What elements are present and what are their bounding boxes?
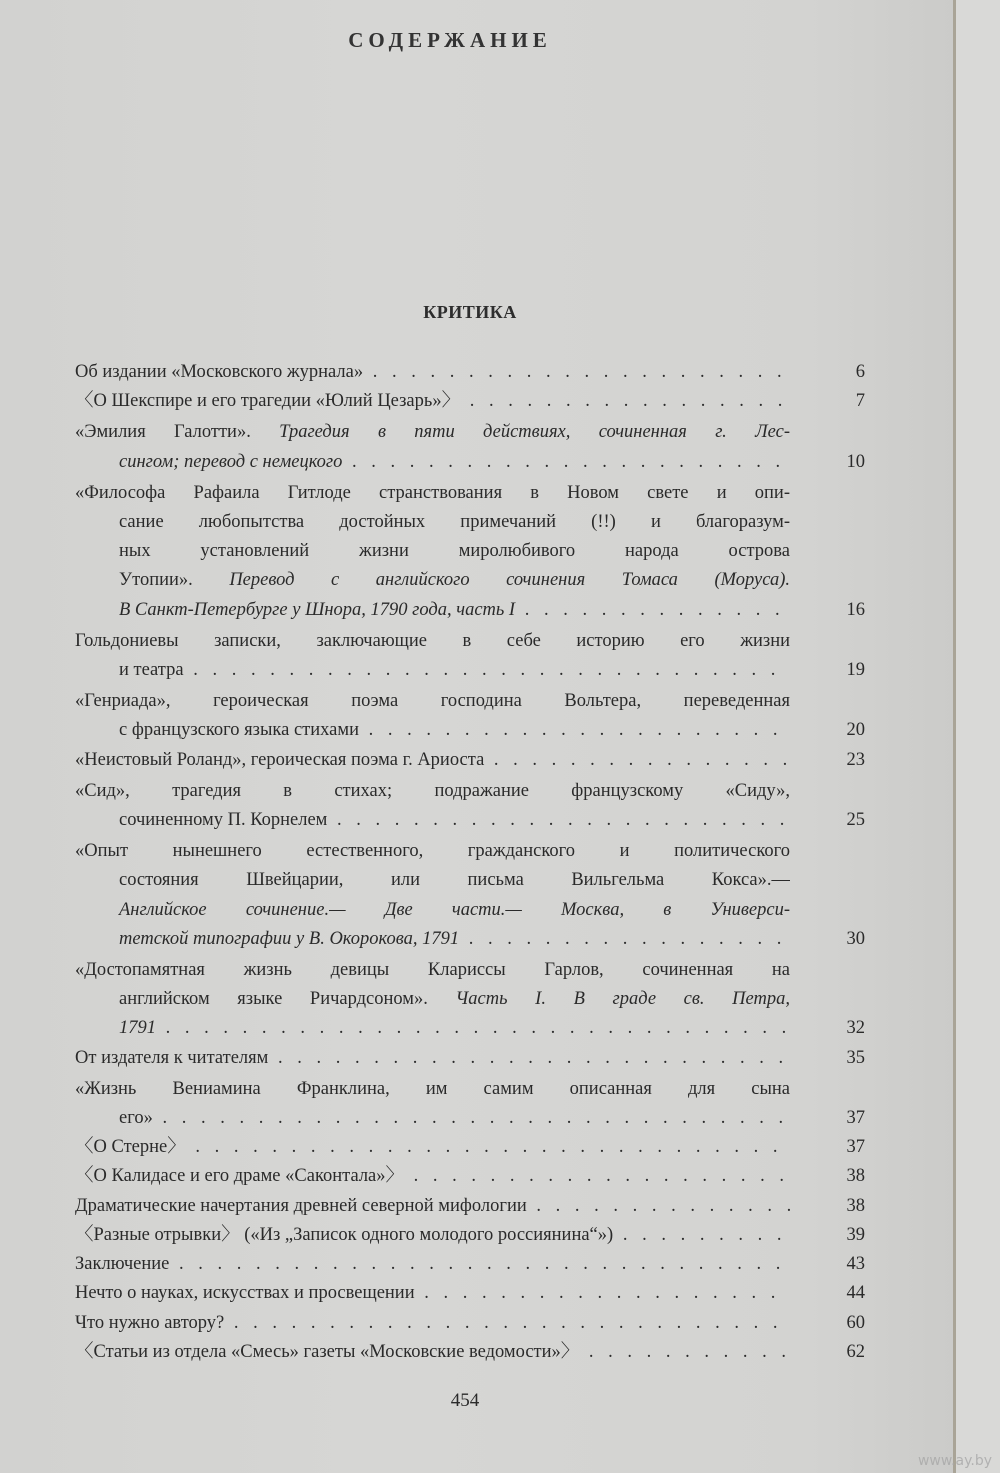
entry-text: английском языке Ричардсоном». (119, 989, 456, 1010)
toc-entry-line (75, 806, 790, 835)
toc-entry-line (75, 448, 790, 477)
toc-entry-line (75, 925, 790, 954)
entry-text: Гольдониевы записки, заключающие в себе историю его жизни (75, 630, 790, 651)
entry-page-number: 6 (855, 362, 865, 382)
toc-entry (75, 1133, 865, 1162)
toc-entry (75, 627, 865, 685)
toc-entry (75, 777, 865, 835)
entry-page-number: 20 (846, 720, 865, 741)
toc-entry-line (75, 896, 790, 925)
toc-entry (75, 1250, 865, 1279)
toc-entry (75, 687, 865, 745)
toc-entry-line (75, 566, 790, 595)
entry-page-number: 44 (846, 1283, 865, 1304)
toc-entry (75, 387, 865, 416)
entry-page-number: 30 (846, 928, 865, 949)
toc-entry-line (75, 479, 790, 508)
entry-page-number: 38 (846, 1166, 865, 1187)
entry-text: «Жизнь Вениамина Франклина, им самим описанная для сына (75, 1078, 790, 1099)
toc-entry-line (75, 1250, 790, 1279)
entry-text-italic: Часть I. В граде св. Петра, (455, 989, 790, 1010)
toc-entry (75, 1192, 865, 1221)
entry-page-number: 25 (846, 810, 865, 831)
entry-text: «Достопамятная жизнь девицы Клариссы Гарлов, сочиненная на (75, 960, 790, 981)
entry-text: с французского языка стихами (119, 720, 359, 741)
entry-page-number: 19 (846, 660, 865, 681)
watermark: www.ay.by (917, 1453, 992, 1469)
toc-entry-line (75, 537, 790, 566)
toc-entry (75, 479, 865, 625)
toc-entry (75, 1075, 865, 1133)
toc-entry (75, 837, 865, 954)
entry-page-number: 43 (846, 1254, 865, 1275)
toc-entry (75, 358, 865, 387)
entry-text: 〈О Шекспире и его трагедии «Юлий Цезарь»〉 (75, 391, 461, 412)
entry-text: От издателя к читателям (75, 1047, 269, 1068)
toc-entry-line (75, 1221, 790, 1250)
entry-text-italic: сингом; перевод с немецкого (119, 451, 343, 472)
section-heading: КРИТИКА (423, 302, 517, 322)
entry-text-italic: Английское сочинение.— Две части.— Москва, в Универси- (119, 899, 790, 920)
toc-entry (75, 1338, 865, 1367)
toc-entry-line (75, 837, 790, 866)
toc-entry-line (75, 1044, 790, 1073)
toc-entry-line (75, 687, 790, 716)
toc-entry-line (75, 1309, 790, 1338)
entry-page-number: 16 (846, 599, 865, 620)
entry-text: «Опыт нынешнего естественного, гражданского и политического (75, 841, 790, 862)
entry-text-italic: 1791 (119, 1018, 156, 1039)
toc-entry-line (75, 1104, 790, 1133)
toc-entry-line (75, 1279, 790, 1308)
entry-text: 〈О Стерне〉 (75, 1137, 186, 1158)
toc-entry (75, 746, 865, 775)
entry-text: сание любопытства достойных примечаний (!!) и благоразум- (119, 512, 790, 533)
toc-entry-line (75, 656, 790, 685)
entry-page-number: 39 (846, 1224, 865, 1245)
toc-entry-line (75, 1192, 790, 1221)
next-page-margin (956, 0, 1000, 1473)
toc-entry-line (75, 418, 790, 447)
toc-entry-line (75, 866, 790, 895)
toc-entry-line (75, 387, 790, 416)
entry-text: Что нужно автору? (75, 1312, 225, 1333)
entry-text: состояния Швейцарии, или письма Вильгельма Кокса».— (119, 870, 790, 891)
toc-entry-line (75, 1133, 790, 1162)
toc-entry-line (75, 1014, 790, 1043)
entry-text: ных установлений жизни миролюбивого народа острова (119, 541, 790, 562)
entry-text: Драматические начертания древней северной мифологии (75, 1195, 527, 1216)
entry-page-number: 62 (846, 1341, 865, 1362)
entry-text: «Генриада», героическая поэма господина Вольтера, переведенная (75, 691, 790, 712)
toc-entry-line (75, 627, 790, 656)
entry-page-number: 35 (846, 1047, 865, 1068)
entry-text: Утопии». (119, 570, 230, 591)
toc-entry (75, 418, 865, 476)
toc-entry-line (75, 1075, 790, 1104)
entry-text: его» (119, 1108, 153, 1129)
entry-page-number: 23 (846, 749, 865, 770)
entry-text-italic: Трагедия в пяти действиях, сочиненная г. Лес- (279, 422, 790, 443)
entry-text: 〈Разные отрывки〉 («Из „Записок одного молодого россиянина“») (75, 1224, 614, 1245)
entry-page-number: 37 (846, 1108, 865, 1129)
toc-entry (75, 1221, 865, 1250)
entry-page-number: 37 (846, 1137, 865, 1158)
page-title: СОДЕРЖАНИЕ (348, 28, 552, 52)
toc-entry (75, 1309, 865, 1338)
entry-text-italic: Перевод с английского сочинения Томаса (Моруса). (229, 570, 790, 591)
toc-entry-line (75, 985, 790, 1014)
toc-entry-line (75, 956, 790, 985)
table-of-contents (75, 358, 865, 1367)
entry-page-number: 60 (846, 1312, 865, 1333)
toc-entry-line (75, 1338, 790, 1367)
entry-text: «Сид», трагедия в стихах; подражание французскому «Сиду», (75, 780, 790, 801)
entry-text: Об издании «Московского журнала» (75, 362, 364, 382)
entry-page-number: 38 (846, 1195, 865, 1216)
toc-entry (75, 1162, 865, 1191)
entry-page-number: 32 (846, 1018, 865, 1039)
entry-text: «Философа Рафаила Гитлоде странствования в Новом свете и опи- (75, 482, 790, 503)
toc-entry-line (75, 508, 790, 537)
toc-entry-line (75, 596, 790, 625)
entry-page-number: 7 (855, 391, 865, 412)
toc-entry-line (75, 777, 790, 806)
entry-text: Заключение (75, 1254, 170, 1275)
entry-text: Нечто о науках, искусствах и просвещении (75, 1283, 415, 1304)
entry-text: «Эмилия Галотти». (75, 422, 280, 443)
entry-text: «Неистовый Роланд», героическая поэма г. Ариоста (75, 749, 485, 770)
entry-page-number: 10 (846, 451, 865, 472)
entry-text: сочиненному П. Корнелем (119, 810, 328, 831)
toc-entry-line (75, 716, 790, 745)
toc-entry-line (75, 1162, 790, 1191)
entry-text-italic: тетской типографии у В. Окорокова, 1791 (119, 928, 460, 949)
entry-text-italic: В Санкт-Петербурге у Шнора, 1790 года, часть I (119, 599, 516, 620)
entry-text: 〈О Калидасе и его драме «Саконтала»〉 (75, 1166, 405, 1187)
toc-entry-line (75, 358, 790, 387)
toc-entry (75, 956, 865, 1044)
toc-entry-line (75, 746, 790, 775)
toc-entry (75, 1279, 865, 1308)
toc-entry (75, 1044, 865, 1073)
entry-text: 〈Статьи из отдела «Смесь» газеты «Московские ведомости»〉 (75, 1341, 580, 1362)
page-number: 454 (450, 1390, 480, 1411)
entry-text: и театра (119, 660, 184, 681)
